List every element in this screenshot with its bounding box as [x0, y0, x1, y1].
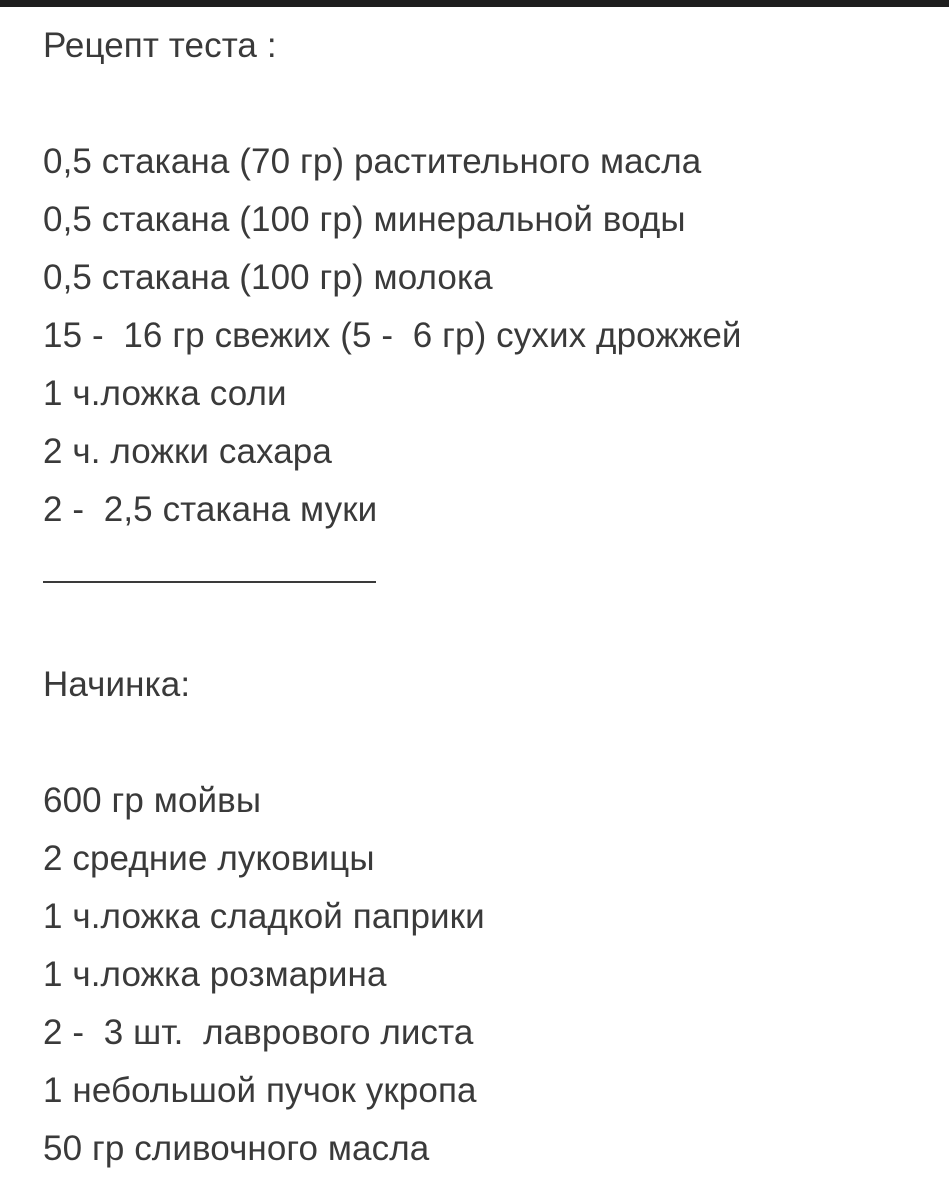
section-divider	[43, 581, 376, 583]
dough-item: 2 - 2,5 стакана муки	[43, 490, 378, 529]
filling-item: 600 гр мойвы	[43, 781, 262, 820]
dough-heading: Рецепт теста :	[43, 26, 277, 65]
top-bar	[0, 0, 949, 7]
filling-item: 1 ч.ложка розмарина	[43, 955, 387, 994]
filling-item: 2 - 3 шт. лаврового листа	[43, 1013, 474, 1052]
filling-heading: Начинка:	[43, 665, 191, 704]
filling-item: 2 средние луковицы	[43, 839, 375, 878]
dough-item: 15 - 16 гр свежих (5 - 6 гр) сухих дрожжей	[43, 316, 742, 355]
filling-item: 1 ч.ложка сладкой паприки	[43, 897, 485, 936]
filling-item: 1 небольшой пучок укропа	[43, 1071, 477, 1110]
dough-item: 1 ч.ложка соли	[43, 374, 287, 413]
filling-item: 50 гр сливочного масла	[43, 1129, 430, 1168]
dough-item: 0,5 стакана (70 гр) растительного масла	[43, 142, 702, 181]
dough-item: 0,5 стакана (100 гр) молока	[43, 258, 493, 297]
dough-item: 2 ч. ложки сахара	[43, 432, 332, 471]
dough-item: 0,5 стакана (100 гр) минеральной воды	[43, 200, 686, 239]
